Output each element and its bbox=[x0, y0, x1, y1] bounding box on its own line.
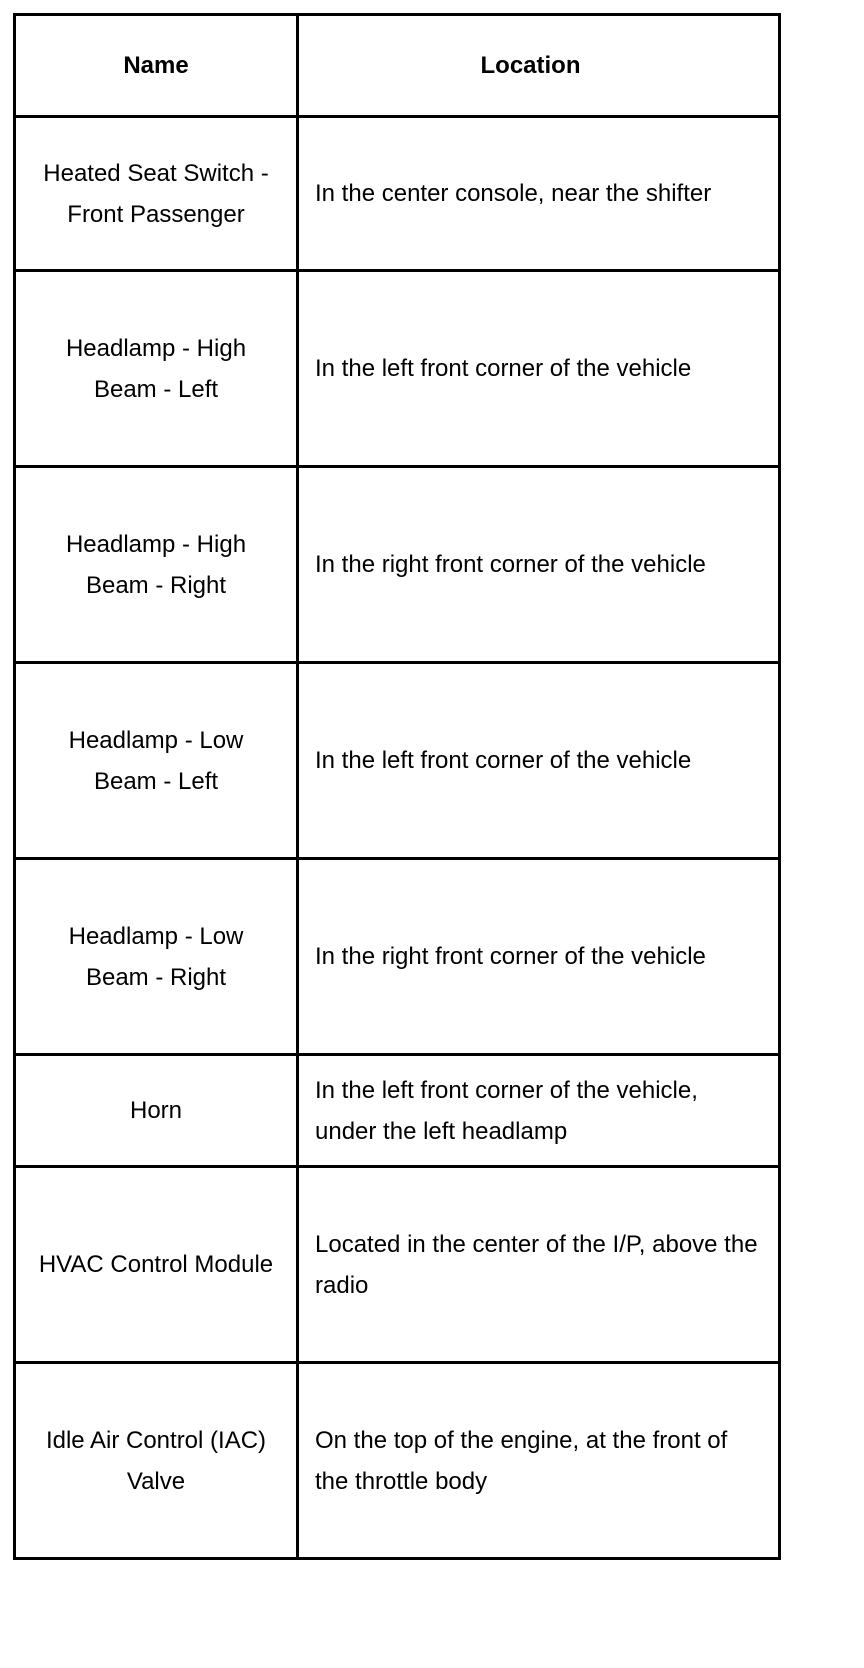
table-row bbox=[15, 859, 780, 1055]
cell-location: In the left front corner of the vehicle bbox=[298, 663, 780, 859]
table-row bbox=[15, 1363, 780, 1559]
cell-name: Headlamp - High Beam - Left bbox=[15, 271, 298, 467]
cell-location: Located in the center of the I/P, above the radio bbox=[298, 1167, 780, 1363]
header-row bbox=[15, 15, 780, 117]
component-location-table bbox=[13, 13, 781, 1560]
cell-location: In the center console, near the shifter bbox=[298, 117, 780, 271]
cell-location: In the left front corner of the vehicle, under the left headlamp bbox=[298, 1055, 780, 1167]
table-row bbox=[15, 117, 780, 271]
table-row bbox=[15, 1055, 780, 1167]
table-header bbox=[15, 15, 780, 117]
cell-name: Idle Air Control (IAC) Valve bbox=[15, 1363, 298, 1559]
header-name: Name bbox=[15, 15, 298, 117]
header-location: Location bbox=[298, 15, 780, 117]
table-row bbox=[15, 1167, 780, 1363]
cell-location: In the right front corner of the vehicle bbox=[298, 467, 780, 663]
cell-name: Heated Seat Switch - Front Passenger bbox=[15, 117, 298, 271]
cell-location: In the right front corner of the vehicle bbox=[298, 859, 780, 1055]
table-row bbox=[15, 663, 780, 859]
table-body bbox=[15, 117, 780, 1559]
table-row bbox=[15, 467, 780, 663]
cell-name: Horn bbox=[15, 1055, 298, 1167]
cell-name: HVAC Control Module bbox=[15, 1167, 298, 1363]
cell-name: Headlamp - High Beam - Right bbox=[15, 467, 298, 663]
table-row bbox=[15, 271, 780, 467]
cell-name: Headlamp - Low Beam - Left bbox=[15, 663, 298, 859]
cell-location: In the left front corner of the vehicle bbox=[298, 271, 780, 467]
cell-location: On the top of the engine, at the front of the throttle body bbox=[298, 1363, 780, 1559]
cell-name: Headlamp - Low Beam - Right bbox=[15, 859, 298, 1055]
